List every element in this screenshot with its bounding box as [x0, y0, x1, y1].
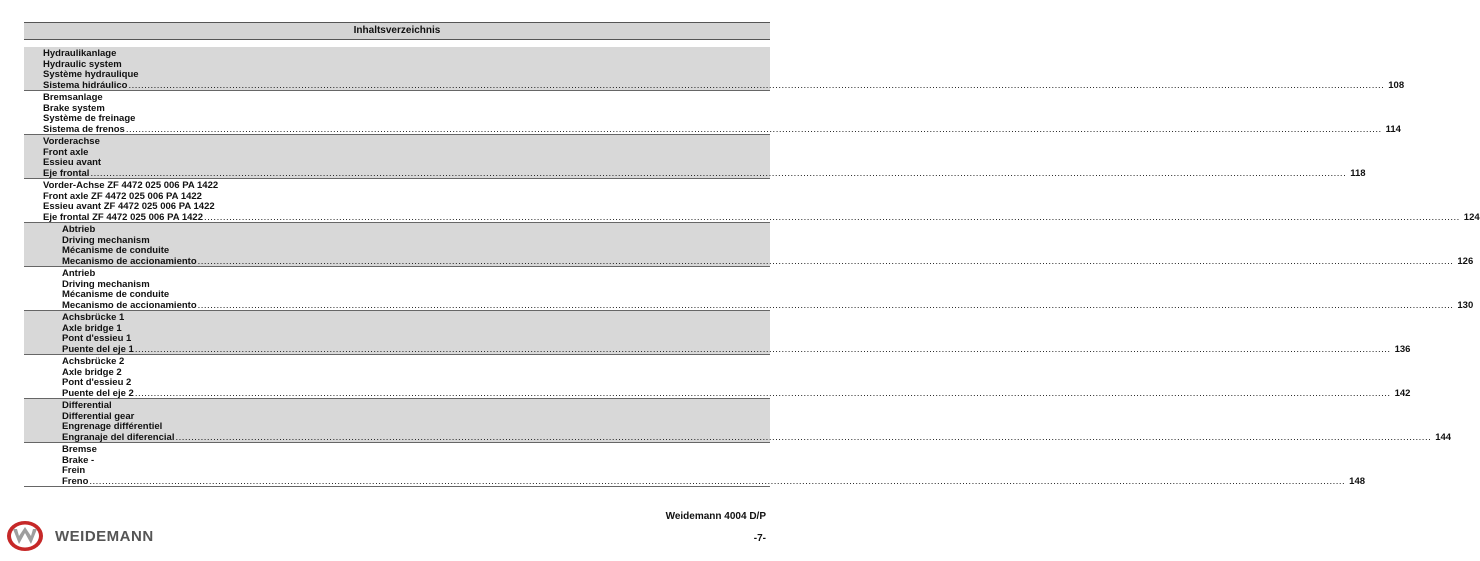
toc-entry[interactable]: [24, 311, 1411, 355]
toc-entry[interactable]: [24, 179, 1480, 223]
toc-entry-line: Mécanisme de conduite: [62, 245, 170, 256]
toc-entry-last-line: [62, 475, 1366, 488]
page-number: -7-: [753, 533, 766, 544]
toc-entry-line: Pont d'essieu 2: [62, 377, 132, 388]
toc-entry[interactable]: [24, 223, 1474, 267]
toc-entry-line: Système de freinage: [43, 113, 136, 124]
toc-entry-line: Vorderachse: [43, 136, 100, 147]
toc-entry-last-line: [62, 299, 1474, 312]
toc-entry-line: Abtrieb: [62, 224, 96, 235]
toc-entry-last-line: [43, 79, 1405, 92]
toc-entry-line: Système hydraulique: [43, 69, 139, 80]
toc-entry[interactable]: [24, 267, 1474, 311]
toc-entry-title: Puente del eje 1: [62, 343, 134, 355]
toc-entry-last-line: [62, 255, 1474, 268]
toc-entry-line: Achsbrücke 2: [62, 356, 125, 367]
model-label: Weidemann 4004 D/P: [665, 511, 766, 522]
dot-leader: ................................................................................................................................................................................................................................................................................................................................................................................................................: [125, 123, 1382, 135]
toc-entry[interactable]: [24, 355, 1411, 399]
toc-entry-line: Driving mechanism: [62, 234, 150, 246]
toc-entry-title: Mecanismo de accionamiento: [62, 255, 197, 267]
toc-entry-line: Essieu avant ZF 4472 025 006 PA 1422: [43, 201, 215, 212]
dot-leader: ................................................................................................................................................................................................................................................................................................................................................................................................................: [90, 167, 1347, 179]
toc-entry-line: Front axle: [43, 146, 89, 158]
toc-entry-line: Axle bridge 2: [62, 366, 122, 378]
toc-page-number: 126: [1457, 255, 1474, 267]
toc-entry-line: Frein: [62, 465, 86, 476]
table-of-contents: [24, 47, 1480, 487]
toc-entry-line: Front axle ZF 4472 025 006 PA 1422: [43, 190, 202, 202]
toc-entry-line: Antrieb: [62, 268, 96, 279]
toc-page-number: 142: [1394, 387, 1411, 399]
toc-header: [24, 22, 770, 40]
toc-page-number: 144: [1435, 431, 1452, 443]
toc-entry-line: Mécanisme de conduite: [62, 289, 170, 300]
toc-entry-last-line: [62, 387, 1411, 400]
toc-entry-title: Eje frontal: [43, 167, 90, 179]
dot-leader: ................................................................................................................................................................................................................................................................................................................................................................................................................: [197, 299, 1454, 311]
toc-entry-line: Axle bridge 1: [62, 322, 122, 334]
toc-entry-line: Engrenage différentiel: [62, 421, 163, 432]
brand-name: WEIDEMANN: [55, 527, 154, 545]
toc-entry-last-line: [43, 167, 1366, 180]
toc-entry-title: Engranaje del diferencial: [62, 431, 175, 443]
dot-leader: ................................................................................................................................................................................................................................................................................................................................................................................................................: [134, 343, 1391, 355]
brand-logo: [5, 519, 154, 553]
toc-entry-line: Vorder-Achse ZF 4472 025 006 PA 1422: [43, 180, 219, 191]
toc-entry[interactable]: [24, 135, 1366, 179]
toc-entry-line: Hydraulic system: [43, 58, 122, 70]
toc-page-number: 148: [1349, 475, 1366, 487]
toc-entry[interactable]: [24, 91, 1401, 135]
toc-entry-line: Achsbrücke 1: [62, 312, 125, 323]
toc-entry-line: Bremsanlage: [43, 92, 103, 103]
toc-entry-last-line: [62, 343, 1411, 356]
toc-entry-title: Eje frontal ZF 4472 025 006 PA 1422: [43, 211, 204, 223]
toc-page-number: 108: [1388, 79, 1405, 91]
dot-leader: ................................................................................................................................................................................................................................................................................................................................................................................................................: [134, 387, 1391, 399]
toc-page-number: 114: [1385, 123, 1401, 135]
toc-entry-line: Differential gear: [62, 410, 135, 422]
weidemann-w-logo-icon: [5, 519, 45, 553]
toc-entry-last-line: [43, 211, 1480, 224]
toc-page-number: 136: [1394, 343, 1411, 355]
toc-entry-line: Brake -: [62, 454, 95, 466]
toc-entry-line: Brake system: [43, 102, 105, 114]
toc-entry-line: Differential: [62, 400, 112, 411]
dot-leader: ................................................................................................................................................................................................................................................................................................................................................................................................................: [175, 431, 1432, 443]
toc-entry-last-line: [62, 431, 1452, 444]
dot-leader: ................................................................................................................................................................................................................................................................................................................................................................................................................: [197, 255, 1454, 267]
dot-leader: ................................................................................................................................................................................................................................................................................................................................................................................................................: [89, 475, 1346, 487]
toc-entry-line: Driving mechanism: [62, 278, 150, 290]
toc-entry[interactable]: [24, 399, 1452, 443]
dot-leader: ................................................................................................................................................................................................................................................................................................................................................................................................................: [128, 79, 1385, 91]
toc-entry-title: Freno: [62, 475, 89, 487]
toc-entry-line: Bremse: [62, 444, 97, 455]
toc-entry-title: Puente del eje 2: [62, 387, 134, 399]
toc-entry[interactable]: [24, 47, 1405, 91]
toc-entry-line: Pont d'essieu 1: [62, 333, 132, 344]
toc-page-number: 118: [1350, 167, 1366, 179]
toc-page-number: 124: [1463, 211, 1480, 223]
toc-entry-last-line: [43, 123, 1401, 136]
toc-entry-title: Mecanismo de accionamiento: [62, 299, 197, 311]
toc-entry-line: Hydraulikanlage: [43, 48, 117, 59]
toc-entry-title: Sistema hidráulico: [43, 79, 128, 91]
toc-title: Inhaltsverzeichnis: [353, 25, 441, 36]
toc-entry-line: Essieu avant: [43, 157, 102, 168]
toc-entry[interactable]: [24, 443, 1366, 487]
toc-page-number: 130: [1457, 299, 1474, 311]
dot-leader: ................................................................................................................................................................................................................................................................................................................................................................................................................: [204, 211, 1460, 223]
toc-entry-title: Sistema de frenos: [43, 123, 125, 135]
